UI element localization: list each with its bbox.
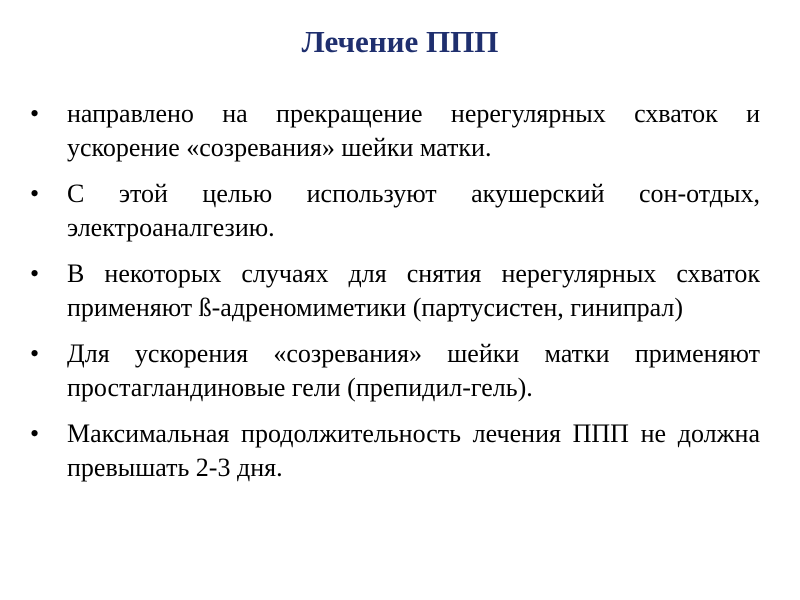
- bullet-dot-icon: •: [30, 259, 40, 288]
- bullet-text: Максимальная продолжительность лечения ППП не должна превышать 2-3 дня.: [67, 419, 760, 482]
- slide-title: Лечение ППП: [301, 24, 499, 59]
- bullet-item-3: [30, 257, 760, 325]
- bullet-text: Для ускорения «созревания» шейки матки применяют простагландиновые гели (препидил-гель).: [67, 339, 760, 402]
- bullet-dot-icon: •: [30, 99, 40, 128]
- bullet-dot-icon: •: [30, 419, 40, 448]
- bullet-item-4: [30, 337, 760, 405]
- bullet-text: направлено на прекращение нерегулярных схваток и ускорение «созревания» шейки матки.: [67, 99, 760, 162]
- bullet-dot-icon: •: [30, 339, 40, 368]
- bullet-item-2: [30, 177, 760, 245]
- bullet-text: С этой целью используют акушерский сон-отдых, электроаналгезию.: [67, 179, 760, 242]
- bullet-dot-icon: •: [30, 179, 40, 208]
- bullet-item-5: [30, 417, 760, 485]
- bullet-item-1: [30, 97, 760, 165]
- bullet-text: В некоторых случаях для снятия нерегулярных схваток применяют ß-адреномиметики (партусистен, гинипрал): [67, 259, 760, 322]
- bullet-list: [30, 97, 760, 497]
